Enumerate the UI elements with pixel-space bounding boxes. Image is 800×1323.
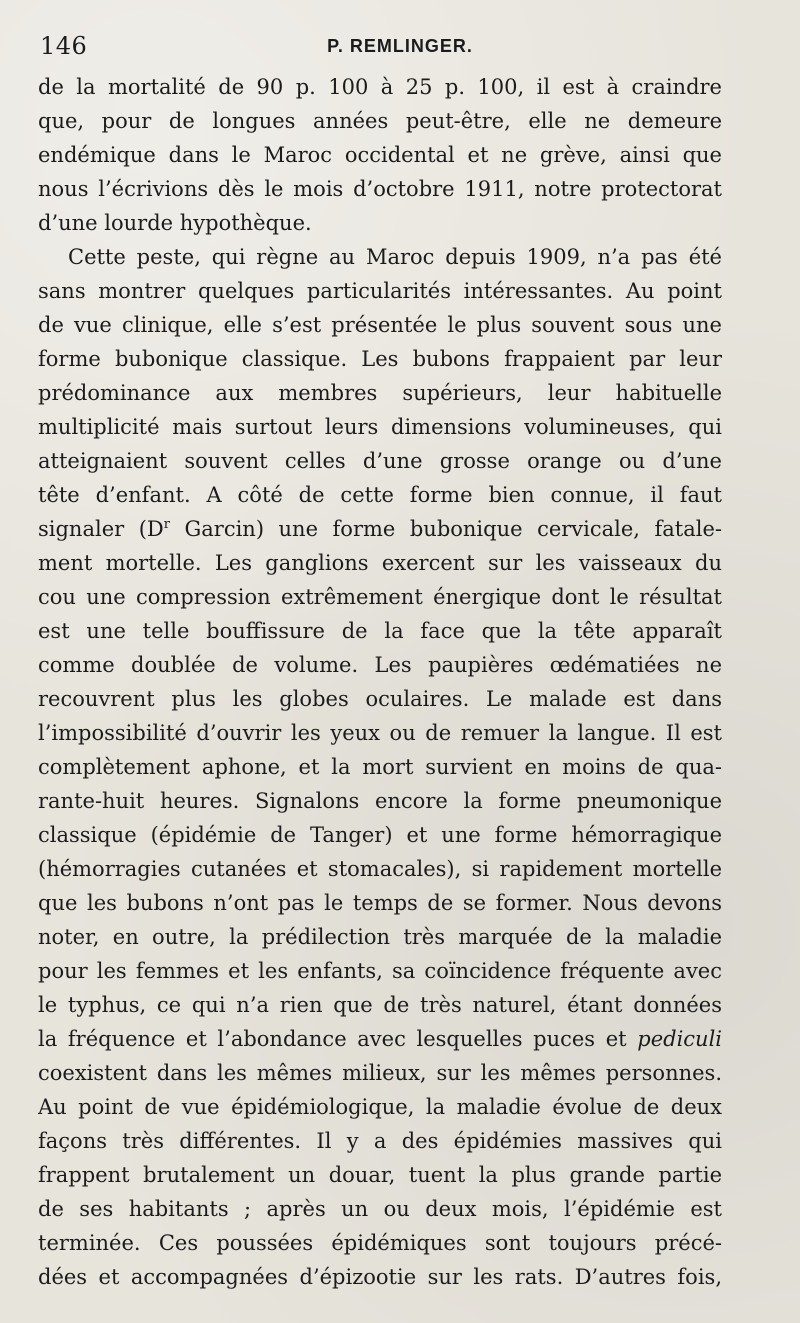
text-line-29 bbox=[38, 1022, 722, 1056]
text-line-14 bbox=[38, 512, 722, 546]
text-line-24: (hémorragies cutanées et stomacales), si rapidement mortelle bbox=[38, 857, 722, 881]
text-line-20: l’impossibilité d’ouvrir les yeux ou de remuer la langue. Il est bbox=[38, 721, 722, 745]
text-line-7: sans montrer quelques particularités intéressantes. Au point bbox=[38, 279, 722, 303]
page-header bbox=[40, 32, 760, 62]
text-line-14-post: Garcin) une forme bubonique cervicale, fatale- bbox=[169, 517, 722, 541]
text-line-5: d’une lourde hypothèque. bbox=[38, 211, 312, 235]
page-number: 146 bbox=[40, 32, 88, 60]
text-line-33: frappent brutalement un douar, tuent la plus grande partie bbox=[38, 1163, 722, 1187]
text-line-23: classique (épidémie de Tanger) et une forme hémorragique bbox=[38, 823, 722, 847]
text-line-26: noter, en outre, la prédilection très marquée de la maladie bbox=[38, 925, 722, 949]
superscript-r: r bbox=[163, 517, 170, 532]
text-line-27: pour les femmes et les enfants, sa coïncidence fréquente avec bbox=[38, 959, 722, 983]
text-line-36: dées et accompagnées d’épizootie sur les rats. D’autres fois, bbox=[38, 1265, 722, 1289]
text-line-17: est une telle bouffissure de la face que la tête apparaît bbox=[38, 619, 722, 643]
text-line-34: de ses habitants ; après un ou deux mois, l’épidémie est bbox=[38, 1197, 722, 1221]
running-head: P. REMLINGER. bbox=[327, 36, 473, 56]
text-line-28: le typhus, ce qui n’a rien que de très naturel, étant données bbox=[38, 993, 722, 1017]
body-text bbox=[38, 70, 722, 1294]
text-line-15: ment mortelle. Les ganglions exercent sur les vaisseaux du bbox=[38, 551, 722, 575]
text-line-30: coexistent dans les mêmes milieux, sur les mêmes personnes. bbox=[38, 1061, 722, 1085]
text-line-9: forme bubonique classique. Les bubons frappaient par leur bbox=[38, 347, 722, 371]
italic-pediculi: pediculi bbox=[637, 1027, 722, 1051]
text-line-3: endémique dans le Maroc occidental et ne grève, ainsi que bbox=[38, 143, 722, 167]
text-line-4: nous l’écrivions dès le mois d’octobre 1911, notre protectorat bbox=[38, 177, 722, 201]
text-line-8: de vue clinique, elle s’est présentée le plus souvent sous une bbox=[38, 313, 722, 337]
text-line-6: Cette peste, qui règne au Maroc depuis 1909, n’a pas été bbox=[68, 245, 722, 269]
text-line-29-pre: la fréquence et l’abondance avec lesquelles puces et bbox=[38, 1027, 638, 1051]
text-line-12: atteignaient souvent celles d’une grosse orange ou d’une bbox=[38, 449, 722, 473]
text-line-35: terminée. Ces poussées épidémiques sont toujours précé- bbox=[38, 1231, 722, 1255]
text-line-11: multiplicité mais surtout leurs dimensions volumineuses, qui bbox=[38, 415, 722, 439]
text-line-10: prédominance aux membres supérieurs, leur habituelle bbox=[38, 381, 722, 405]
text-line-13: tête d’enfant. A côté de cette forme bien connue, il faut bbox=[38, 483, 722, 507]
text-line-14-pre: signaler (D bbox=[38, 517, 164, 541]
text-line-31: Au point de vue épidémiologique, la maladie évolue de deux bbox=[38, 1095, 722, 1119]
text-line-21: complètement aphone, et la mort survient en moins de qua- bbox=[38, 755, 722, 779]
text-line-25: que les bubons n’ont pas le temps de se former. Nous devons bbox=[38, 891, 722, 915]
text-line-1: de la mortalité de 90 p. 100 à 25 p. 100, il est à craindre bbox=[38, 75, 722, 99]
text-line-22: rante-huit heures. Signalons encore la forme pneumonique bbox=[38, 789, 722, 813]
text-line-16: cou une compression extrêmement énergique dont le résultat bbox=[38, 585, 722, 609]
text-line-19: recouvrent plus les globes oculaires. Le malade est dans bbox=[38, 687, 722, 711]
text-line-18: comme doublée de volume. Les paupières œdématiées ne bbox=[38, 653, 722, 677]
text-line-32: façons très différentes. Il y a des épidémies massives qui bbox=[38, 1129, 722, 1153]
text-line-2: que, pour de longues années peut-être, elle ne demeure bbox=[38, 109, 722, 133]
